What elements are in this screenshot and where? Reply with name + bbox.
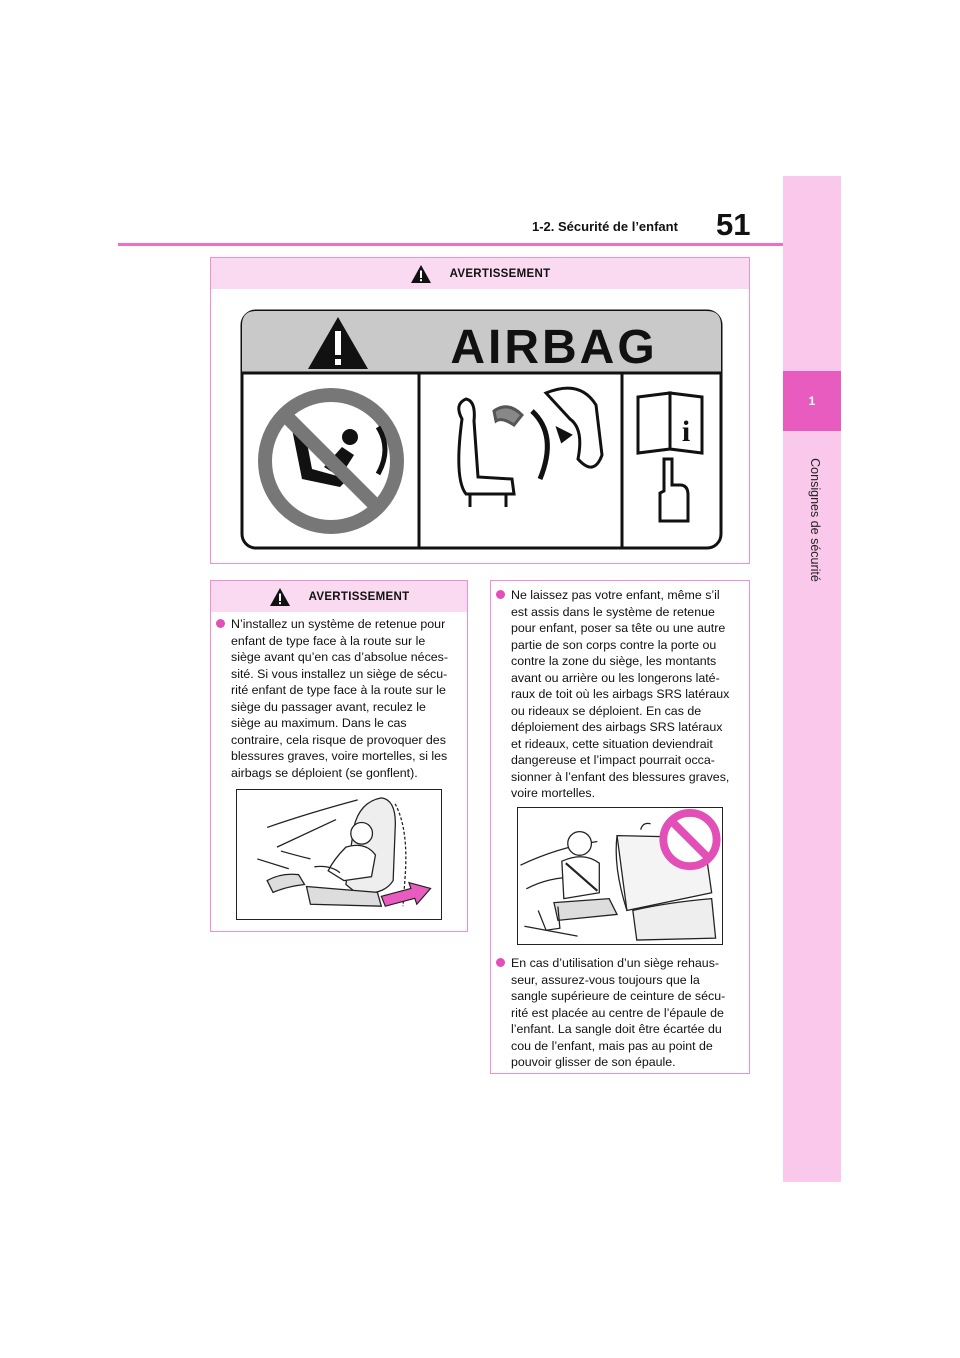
airbag-warning-label bbox=[240, 309, 723, 550]
bullet-icon bbox=[216, 619, 225, 628]
warning-header-label: AVERTISSEMENT bbox=[308, 590, 410, 603]
child-seat-front-illustration bbox=[236, 789, 442, 920]
side-tab bbox=[783, 176, 841, 1182]
list-item bbox=[216, 616, 466, 781]
front-seat-warning-box bbox=[210, 580, 468, 932]
warning-triangle-icon bbox=[269, 587, 291, 607]
list-item bbox=[496, 955, 748, 1071]
header-rule bbox=[118, 243, 783, 246]
bullet-text: N’installez un système de retenue pour enfant de type face à la route sur le siège avant qu’en cas d’absolue néces- sité. Si vous installez un siège de sécu- rité enfant de type face à la route sur le siège du passager avant, reculez le siège au maximum. Dans le cas contraire, cela risque de provoquer des blessures graves, voire mortelles, si les airbags se déploient (se gonflent). bbox=[231, 617, 448, 780]
bullet-icon bbox=[496, 590, 505, 599]
prohibited-icon bbox=[663, 813, 716, 866]
bullet-text: En cas d’utilisation d’un siège rehaus- seur, assurez-vous toujours que la sangle supérieure de ceinture de sécu- rité est placée au centre de l’épaule de l’enfant. La sangle doit être écartée du cou de l’enfant, mais pas au point de pouvoir glisser de son épaule. bbox=[511, 956, 726, 1069]
list-item bbox=[496, 587, 748, 802]
airbag-title: AIRBAG bbox=[450, 321, 658, 374]
booster-seat-rear-illustration bbox=[517, 807, 723, 945]
section-title: 1-2. Sécurité de l’enfant bbox=[532, 219, 678, 234]
warning-triangle-icon bbox=[410, 264, 432, 284]
bullet-text: Ne laissez pas votre enfant, même s’il est assis dans le système de retenue pour enfant, poser sa tête ou une autre partie de son corps contre la porte ou contre la zone du siège, les montants avant ou arrière ou les longerons laté- raux de toit où les airbags SRS latéraux ou rideaux se déploient. En cas de déploiement des airbags SRS latéraux et rideaux, cette situation deviendrait dangereuse et l’impact pourrait occa- sionner à l’enfant des blessures graves, voire mortelles. bbox=[511, 588, 730, 800]
svg-text:i: i bbox=[681, 415, 691, 448]
warning-header bbox=[211, 258, 749, 289]
page-number: 51 bbox=[716, 207, 751, 242]
warning-header bbox=[211, 581, 467, 612]
side-airbag-warning-box bbox=[490, 580, 750, 1074]
warning-header-label: AVERTISSEMENT bbox=[449, 267, 551, 280]
bullet-icon bbox=[496, 958, 505, 967]
airbag-warning-box bbox=[210, 257, 750, 564]
chapter-label: Consignes de sécurité bbox=[808, 458, 822, 582]
chapter-number-tab: 1 bbox=[783, 371, 841, 431]
